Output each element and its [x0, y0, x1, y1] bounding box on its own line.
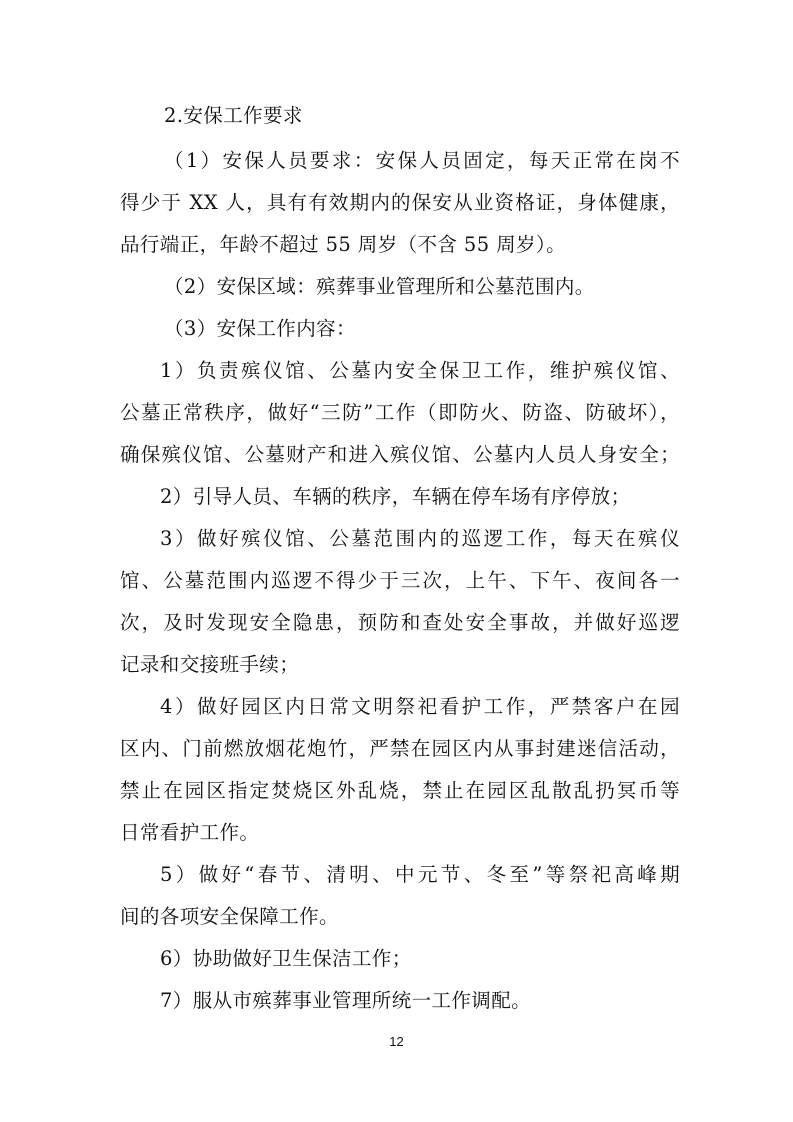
list-item-line: 间的各项安全保障工作。 — [120, 905, 339, 928]
list-item-line: 区内、门前燃放烟花炮竹，严禁在园区内从事封建迷信活动， — [120, 737, 680, 760]
section-heading: 2.安保工作要求 — [164, 104, 303, 127]
paragraph-line: （2）安保区域：殡葬事业管理所和公墓范围内。 — [164, 275, 595, 298]
list-item-line: 禁止在园区指定焚烧区外乱烧，禁止在园区乱散乱扔冥币等 — [120, 779, 680, 802]
page-number: 12 — [389, 1034, 404, 1049]
paragraph-line: （1）安保人员要求：安保人员固定，每天正常在岗不 — [164, 149, 680, 172]
paragraph-line: （3）安保工作内容： — [164, 317, 356, 340]
paragraph-line: 品行端正，年龄不超过 55 周岁（不含 55 周岁）。 — [120, 233, 566, 256]
list-item-line: 确保殡仪馆、公墓财产和进入殡仪馆、公墓内人员人身安全； — [120, 443, 680, 466]
list-item-line: 6）协助做好卫生保洁工作； — [160, 947, 412, 970]
list-item-line: 5）做好“春节、清明、中元节、冬至”等祭祀高峰期 — [160, 863, 680, 886]
list-item-line: 公墓正常秩序，做好“三防”工作（即防火、防盗、防破坏）， — [120, 401, 680, 424]
list-item-line: 1）负责殡仪馆、公墓内安全保卫工作，维护殡仪馆、 — [160, 359, 680, 382]
list-item-line: 4）做好园区内日常文明祭祀看护工作，严禁客户在园 — [160, 695, 680, 718]
list-item-line: 3）做好殡仪馆、公墓范围内的巡逻工作，每天在殡仪 — [160, 527, 680, 550]
paragraph-line: 得少于 XX 人，具有有效期内的保安从业资格证，身体健康， — [120, 191, 680, 214]
list-item-line: 2）引导人员、车辆的秩序，车辆在停车场有序停放； — [160, 485, 631, 508]
list-item-line: 馆、公墓范围内巡逻不得少于三次，上午、下午、夜间各一 — [120, 569, 680, 592]
list-item-line: 7）服从市殡葬事业管理所统一工作调配。 — [160, 989, 532, 1012]
list-item-line: 次，及时发现安全隐患，预防和查处安全事故，并做好巡逻 — [120, 611, 680, 634]
list-item-line: 记录和交接班手续； — [120, 653, 300, 676]
list-item-line: 日常看护工作。 — [120, 821, 260, 844]
